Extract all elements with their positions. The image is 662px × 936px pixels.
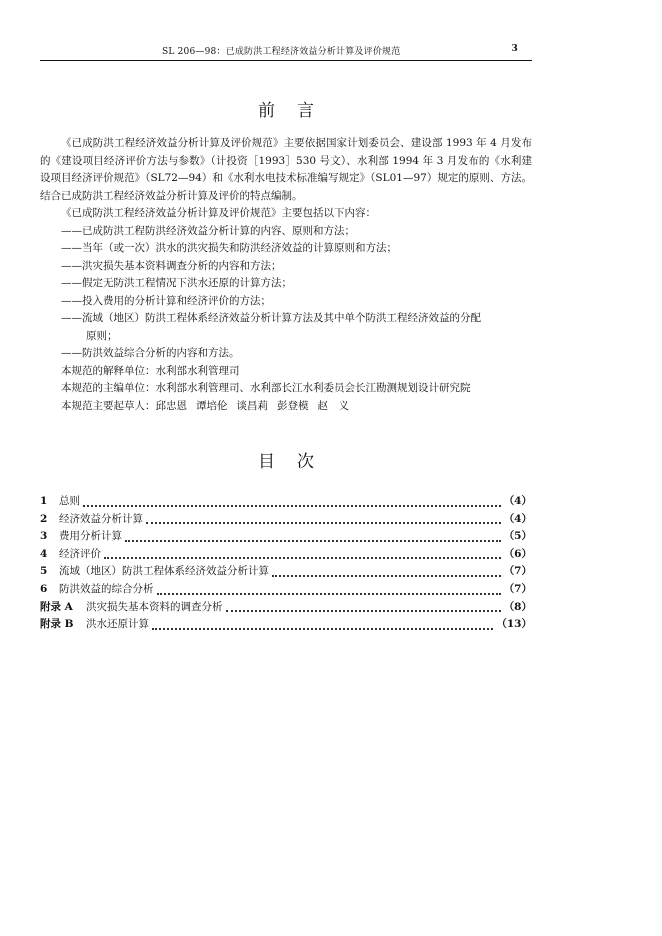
drafter-name: 邱忠恩 [155, 399, 187, 412]
toc-dot-leader [152, 628, 493, 630]
toc-dot-leader [272, 575, 501, 577]
toc-entry-page: （5） [503, 530, 532, 543]
toc-entry-title: 洪水还原计算 [86, 618, 149, 631]
content-item: ——投入费用的分析计算和经济评价的方法； [61, 294, 271, 307]
toc-dot-leader [125, 540, 501, 542]
toc-entry[interactable] [40, 528, 532, 546]
foreword-body [40, 135, 532, 415]
toc-dot-leader [83, 505, 501, 507]
content-item: ——假定无防洪工程情况下洪水还原的计算方法； [61, 277, 292, 289]
toc-dot-leader [146, 522, 501, 524]
content-item: ——洪灾损失基本资料调查分析的内容和方法； [61, 259, 282, 272]
toc-entry-title: 费用分析计算 [59, 530, 122, 543]
toc-entry-number: 附录 B [40, 618, 74, 631]
toc-entry-number: 4 [40, 547, 48, 560]
content-item-continuation: 原则； [86, 329, 118, 342]
drafter-name: 谈昌莉 [236, 399, 268, 412]
interpretation-unit: 本规范的解释单位：水利部水利管理司 [61, 364, 240, 377]
running-header [40, 42, 532, 58]
toc-entry-number: 1 [40, 495, 48, 507]
toc-entry-number: 6 [40, 582, 48, 595]
table-of-contents [40, 493, 532, 634]
foreword-title: 前言 [258, 101, 336, 121]
toc-entry[interactable] [40, 511, 532, 529]
toc-entry-page: （7） [503, 582, 532, 595]
toc-entry[interactable] [40, 616, 532, 634]
drafter-name: 彭登模 [277, 399, 309, 412]
drafters-label: 本规范主要起草人： [61, 399, 156, 412]
toc-entry-title: 经济评价 [59, 547, 101, 560]
toc-entry-number: 附录 A [40, 600, 73, 613]
drafter-name: 赵 义 [317, 399, 349, 412]
toc-entry[interactable] [40, 546, 532, 564]
foreword-intro: 《已成防洪工程经济效益分析计算及评价规范》主要依据国家计划委员会、建设部 1993 年 4 月发布的《建设项目经济评价方法与参数》（计投资［1993］530 号文）、水利部 1994 年 3 月发布的《水利建设项目经济评价规范》（SL72—94）和《水利水电技术标准编写规定》（SL01—97）规定的原则、方法。结合已成防洪工程经济效益分析计算及评价的特点编制。 [40, 137, 532, 202]
toc-entry-title: 洪灾损失基本资料的调查分析 [86, 600, 223, 613]
toc-entry-title: 防洪效益的综合分析 [59, 582, 154, 595]
drafter-name: 谭培伦 [196, 399, 228, 412]
toc-entry-title: 经济效益分析计算 [59, 512, 143, 525]
toc-dot-leader [226, 610, 501, 612]
toc-title: 目次 [258, 452, 336, 472]
toc-entry[interactable] [40, 493, 532, 511]
toc-entry-page: （13） [496, 618, 532, 631]
content-item: ——防洪效益综合分析的内容和方法。 [61, 347, 240, 359]
content-item: ——已成防洪工程防洪经济效益分析计算的内容、原则和方法； [61, 224, 355, 237]
toc-dot-leader [157, 593, 501, 595]
toc-entry-page: （6） [503, 547, 532, 560]
toc-entry[interactable] [40, 563, 532, 581]
contents-intro: 《已成防洪工程经济效益分析计算及评价规范》主要包括以下内容： [61, 207, 376, 219]
header-page-number: 3 [511, 44, 518, 54]
toc-dot-leader [104, 557, 501, 559]
toc-entry-page: （4） [503, 512, 532, 525]
toc-entry-page: （4） [503, 495, 532, 507]
toc-entry-title: 流域（地区）防洪工程体系经济效益分析计算 [59, 565, 269, 578]
toc-entry-title: 总则 [59, 495, 80, 507]
toc-entry-number: 3 [40, 530, 48, 543]
header-rule [40, 60, 532, 61]
editor-units: 本规范的主编单位：水利部水利管理司、水利部长江水利委员会长江勘测规划设计研究院 [61, 382, 471, 394]
toc-entry-number: 5 [40, 565, 48, 578]
toc-entry-page: （8） [503, 600, 532, 613]
drafters-line [40, 398, 532, 416]
toc-entry-number: 2 [40, 512, 48, 525]
content-item: ——当年（或一次）洪水的洪灾损失和防洪经济效益的计算原则和方法； [61, 242, 397, 254]
toc-entry-page: （7） [503, 565, 532, 578]
toc-entry[interactable] [40, 599, 532, 617]
toc-entry[interactable] [40, 581, 532, 599]
content-item: ——流域（地区）防洪工程体系经济效益分析计算方法及其中单个防洪工程经济效益的分配 [61, 312, 481, 324]
header-standard-title: SL 206—98：已成防洪工程经济效益分析计算及评价规范 [162, 47, 401, 57]
